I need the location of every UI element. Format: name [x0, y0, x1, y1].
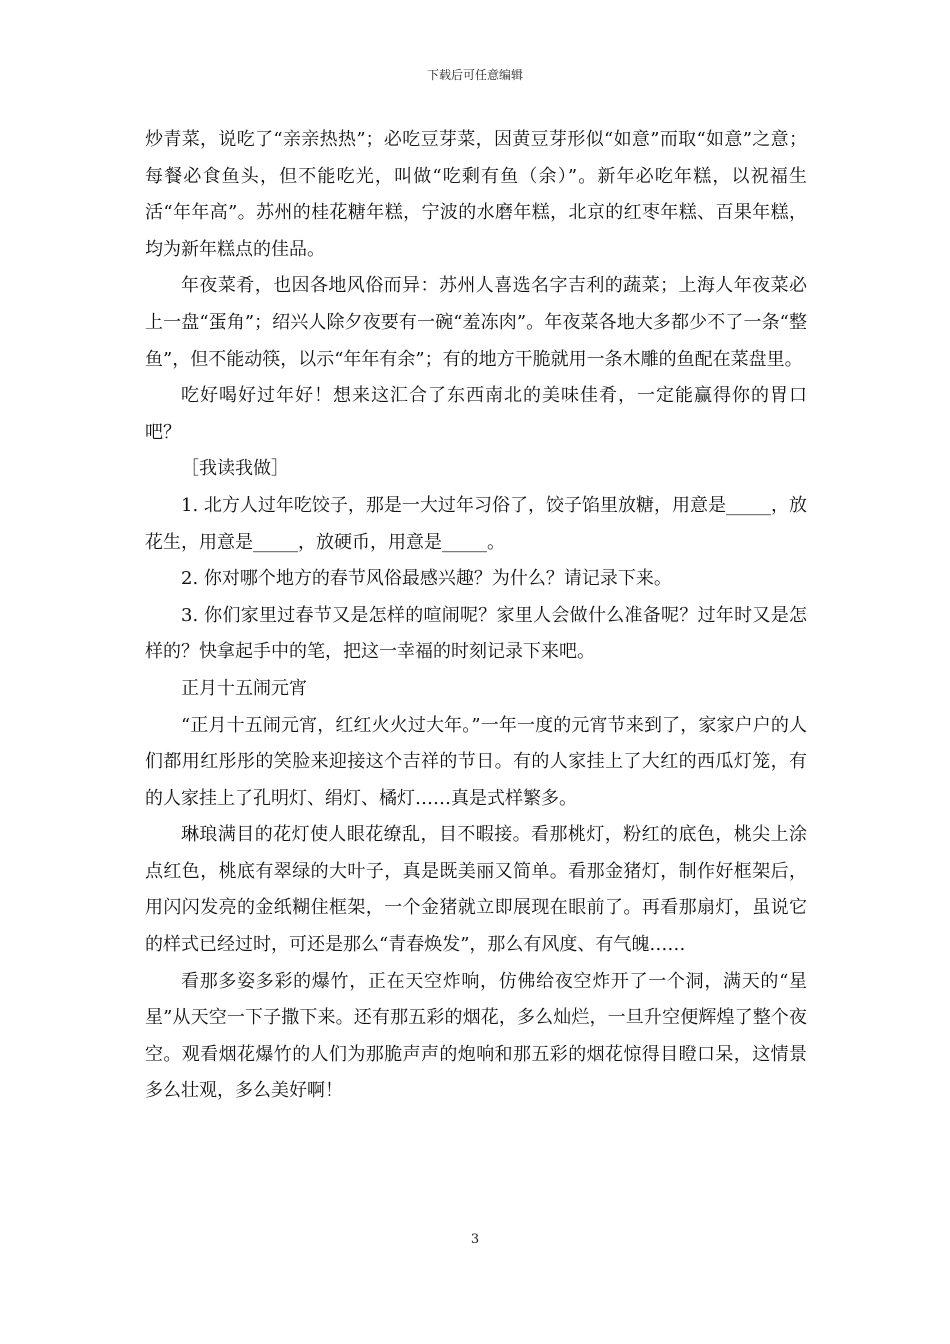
question-3: 3. 你们家里过春节又是怎样的喧闹呢？家里人会做什么准备呢？过年时又是怎样的？快拿起手中的笔，把这一幸福的时刻记录下来吧。 — [145, 604, 807, 663]
page-number: 3 — [470, 1232, 480, 1247]
paragraph-10: 琳琅满目的花灯使人眼花缭乱，目不暇接。看那桃灯，粉红的底色，桃尖上涂点红色，桃底有翠绿的大叶子，真是既美丽又简单。看那金猪灯，制作好框架后，用闪闪发亮的金纸糊住框架，一个金猪就立即展现在眼前了。再看那扇灯，虽说它的样式已经过时，可还是那么“青春焕发”，那么有风度、有气魄…… — [145, 824, 807, 956]
page-header: 下载后可任意编辑 — [426, 68, 523, 82]
question-1: 1. 北方人过年吃饺子，那是一大过年习俗了，饺子馅里放糖，用意是_____，放花生，用意是_____，放硬币，用意是_____。 — [145, 494, 807, 553]
section-heading-read-do: ［我读我做］ — [181, 458, 289, 480]
paragraph-11: 看那多姿多彩的爆竹，正在天空炸响，仿佛给夜空炸开了一个洞，满天的“星星”从天空一下子撒下来。还有那五彩的烟花，多么灿烂，一旦升空便辉煌了整个夜空。观看烟花爆竹的人们为那脆声声的炮响和那五彩的烟花惊得目瞪口呆，这情景多么壮观，多么美好啊！ — [145, 970, 807, 1102]
paragraph-2: 年夜菜肴，也因各地风俗而异：苏州人喜选名字吉利的蔬菜；上海人年夜菜必上一盘“蛋角”；绍兴人除夕夜要有一碗“羞冻肉”。年夜菜各地大多都少不了一条“整鱼”，但不能动筷，以示“年年有余”；有的地方干脆就用一条木雕的鱼配在菜盘里。 — [145, 275, 807, 370]
paragraph-3: 吃好喝好过年好！想来这汇合了东西南北的美味佳肴，一定能赢得你的胃口吧？ — [145, 385, 807, 443]
paragraph-9: “正月十五闹元宵，红红火火过大年。”一年一度的元宵节来到了，家家户户的人们都用红彤彤的笑脸来迎接这个吉祥的节日。有的人家挂上了大红的西瓜灯笼，有的人家挂上了孔明灯、绢灯、橘灯……真是式样繁多。 — [145, 714, 807, 809]
article-title: 正月十五闹元宵 — [181, 677, 307, 699]
paragraph-1: 炒青菜，说吃了“亲亲热热”；必吃豆芽菜，因黄豆芽形似“如意”而取“如意”之意；每餐必食鱼头，但不能吃光，叫做“吃剩有鱼（余）”。新年必吃年糕，以祝福生活“年年高”。苏州的桂花糖年糕，宁波的水磨年糕，北京的红枣年糕、百果年糕，均为新年糕点的佳品。 — [145, 129, 807, 260]
question-2: 2. 你对哪个地方的春节风俗最感兴趣？为什么？请记录下来。 — [181, 568, 672, 590]
document-body — [145, 122, 807, 1110]
